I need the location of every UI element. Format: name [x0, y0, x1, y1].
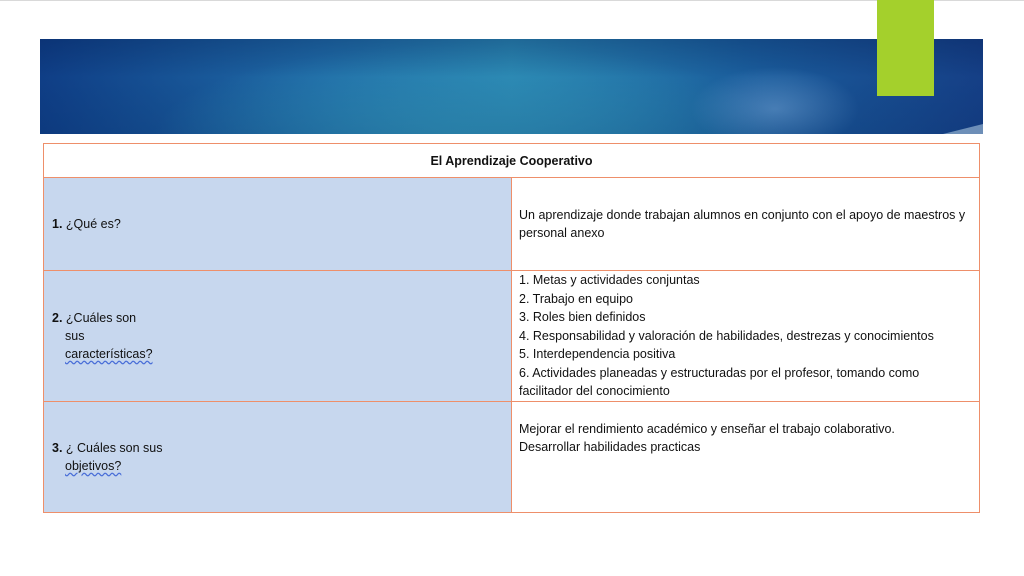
question-text: ¿Qué es?	[65, 217, 121, 231]
question-text: ¿Cuáles son	[65, 310, 137, 325]
question-number: 2.	[52, 310, 63, 325]
table-row	[44, 271, 980, 402]
question-text-spellcheck: características?	[65, 346, 153, 361]
banner-swoosh	[943, 124, 983, 134]
answer-line: Desarrollar habilidades practicas	[519, 440, 701, 454]
question-text: sus	[65, 328, 85, 343]
answer-cell[interactable]	[512, 178, 980, 271]
header-banner	[40, 39, 983, 134]
answer-line: 3. Roles bien definidos	[519, 310, 646, 324]
question-cell[interactable]	[44, 271, 512, 402]
answer-line: 5. Interdependencia positiva	[519, 347, 676, 361]
table-title[interactable]: El Aprendizaje Cooperativo	[44, 144, 980, 178]
answer-line: 2. Trabajo en equipo	[519, 291, 633, 306]
banner-shade	[40, 39, 983, 134]
answer-line: 4. Responsabilidad y valoración de habilidades, destrezas y conocimientos	[519, 328, 934, 343]
green-accent-bar	[877, 0, 934, 96]
table-row	[44, 178, 980, 271]
slide-top-border	[0, 0, 1024, 1]
question-number: 1.	[52, 217, 63, 231]
question-cell[interactable]	[44, 178, 512, 271]
question-text-spellcheck: objetivos?	[65, 458, 122, 473]
answer-cell[interactable]	[512, 271, 980, 402]
question-text: ¿ Cuáles son sus	[65, 440, 163, 455]
answer-line: Mejorar el rendimiento académico y enseñar el trabajo colaborativo.	[519, 421, 895, 436]
content-table	[43, 143, 980, 513]
table-row	[44, 401, 980, 512]
question-cell[interactable]	[44, 401, 512, 512]
answer-line: Un aprendizaje donde trabajan alumnos en conjunto con el apoyo de maestros y personal anexo	[519, 207, 966, 240]
answer-line: 1. Metas y actividades conjuntas	[519, 273, 700, 287]
answer-cell[interactable]	[512, 401, 980, 512]
answer-line: 6. Actividades planeadas y estructuradas por el profesor, tomando como facilitador del conocimiento	[519, 365, 920, 398]
question-number: 3.	[52, 440, 63, 455]
